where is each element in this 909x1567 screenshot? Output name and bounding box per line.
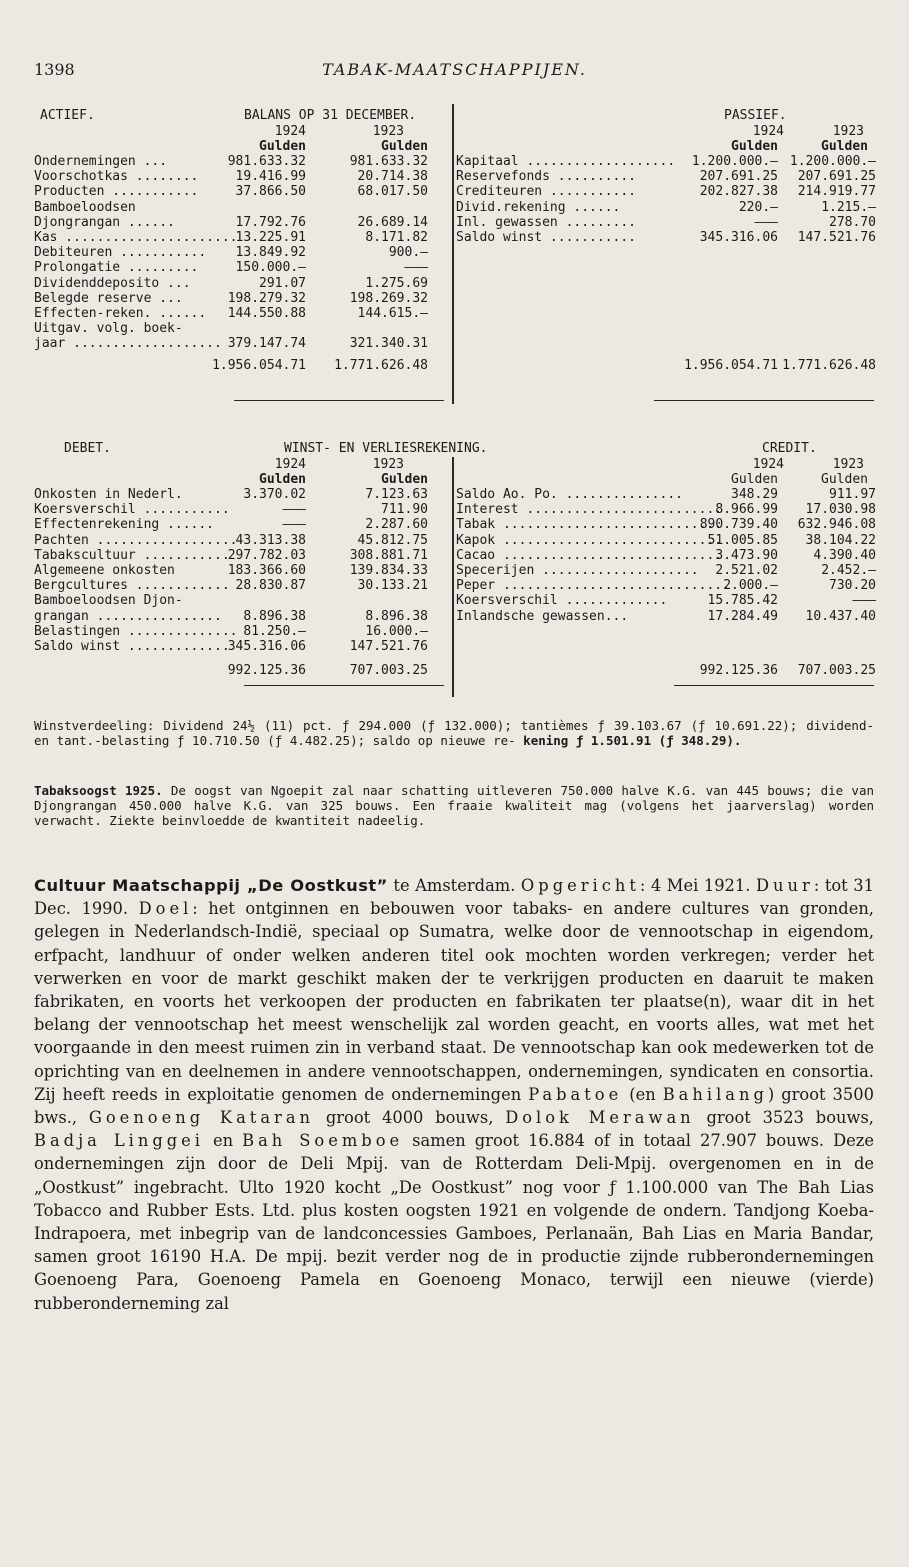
year-1923: 1923 (372, 457, 404, 472)
row-label: Uitgav. volg. boek- (34, 321, 183, 337)
total-passief-1923: 1.771.626.48 (782, 358, 876, 373)
value-1924: ——— (282, 502, 306, 518)
value-1923: 1.215.— (821, 199, 876, 215)
table-row (456, 517, 874, 532)
value-1923: 45.812.75 (357, 532, 428, 548)
value-1923: 278.70 (829, 214, 876, 230)
row-label: Bamboeloodsen (34, 199, 136, 215)
value-1923: 20.714.38 (357, 169, 428, 185)
value-1923: 4.390.40 (813, 547, 876, 563)
table-row (34, 260, 439, 275)
value-1923: 17.030.98 (805, 502, 876, 518)
value-1923: 16.000.— (365, 623, 428, 639)
balance-body (34, 154, 874, 354)
total-actief-1923: 1.771.626.48 (334, 358, 428, 373)
row-label: Effecten-reken. ...... (34, 305, 207, 321)
running-title: TABAK-MAATSCHAPPIJEN. (322, 60, 587, 79)
winstverdeeling-text: Winstverdeeling: Dividend 24½ (11) pct. ƒ 294.000 (ƒ 132.000); tantièmes ƒ 39.103.67 (ƒ 10.691.22); dividend- en tant.-belasting ƒ 10.710.50 (ƒ 4.482.25); saldo op nieuwe re- (34, 718, 874, 748)
total-rule (244, 685, 444, 686)
table-row (456, 200, 874, 215)
value-1924: 8.966.99 (715, 502, 778, 518)
table-row (34, 184, 439, 199)
value-1923: 8.171.82 (365, 229, 428, 245)
table-row (456, 487, 874, 502)
value-1923: 38.104.22 (805, 532, 876, 548)
actief-title: ACTIEF. (40, 108, 95, 123)
table-row (456, 578, 874, 593)
year-1924: 1924 (752, 457, 784, 472)
value-1923: 1.275.69 (365, 275, 428, 291)
value-1923: 147.521.76 (797, 229, 876, 245)
value-1924: 1.200.000.— (691, 154, 778, 169)
pl-unit-header (34, 472, 874, 487)
pl-body (34, 487, 874, 659)
value-1924: 220.— (738, 199, 778, 215)
total-credit-1923: 707.003.25 (797, 663, 876, 678)
value-1923: 1.200.000.— (789, 154, 876, 169)
value-1924: 3.370.02 (243, 487, 306, 502)
company-description (34, 874, 874, 1315)
doel-text: en (213, 1131, 234, 1151)
table-row (456, 154, 874, 169)
company-location: te Amsterdam. (393, 876, 516, 895)
actief-column (34, 154, 439, 351)
pl-titles (34, 441, 874, 457)
profit-loss-account (34, 441, 874, 679)
page-header (34, 60, 875, 84)
value-1924: 890.739.40 (699, 517, 778, 533)
tabaksoogst-paragraph (34, 783, 874, 828)
value-1923: 911.97 (829, 487, 876, 502)
estate-name: Bahilang (662, 1084, 768, 1104)
pl-year-header (34, 457, 874, 472)
table-row (456, 169, 874, 184)
row-label: Kapok ............................ (456, 532, 723, 548)
value-1923: 7.123.63 (365, 487, 428, 502)
row-label: Koersverschil ............. (456, 593, 668, 609)
value-1924: 17.792.76 (235, 214, 306, 230)
row-label: Algemeene onkosten (34, 562, 175, 578)
doel-text: : het ontginnen en bebouwen voor tabaks- en andere cultures van gronden, gelegen in Nederlandsch-Indië, speciaal op Sumatra, welke door de vennootschap in eigendom, erfpacht, landhuur of onder welken anderen titel ook mochten worden verkregen; verder het verwerken en voor de markt geschikt maken der te verkrijgen producten en daaruit te maken fabrikaten, en voorts het verkoopen der producten en fabrikaten ter plaatse(n), waar dit in het belang der vennootschap het meest wenschelijk zal worden geacht, en voorts alles, wat met het voorgaande in den meest ruimen zin in verband staat. De vennootschap kan ook medewerken tot de oprichting van en deelnemen in andere vennootschappen, ondernemingen, syndicaten en consortia. Zij heeft reeds in exploitatie genomen de ondernemingen (34, 899, 874, 1104)
opgericht-value: : 4 Mei 1921. (639, 876, 751, 895)
row-label: Dividenddeposito ... (34, 275, 191, 291)
table-row (34, 230, 439, 245)
value-1924: 51.005.85 (707, 532, 778, 548)
value-1924: ——— (282, 517, 306, 533)
value-1924: ——— (754, 214, 778, 230)
row-label: Effectenrekening ...... (34, 517, 215, 533)
total-passief-1924: 1.956.054.71 (684, 358, 778, 373)
tabaksoogst-text: De oogst van Ngoepit zal naar schatting uitleveren 750.000 halve K.G. van 445 bouws; die van Djongrangan 450.000 halve K.G. van 325 bouws. Een fraaie kwaliteit mag (volgens het jaarverslag) worden verwacht. Ziekte beinvloedde de kwantiteit nadeelig. (34, 783, 875, 828)
doel-text: samen groot 16.884 of in totaal 27.907 bouws. Deze ondernemingen zijn door de Deli Mpij. van de Rotterdam Deli-Mpij. overgenomen en in de „Oostkust” ingebracht. Ulto 1920 kocht „De Oostkust” nog voor ƒ 1.100.000 van The Bah Lias Tobacco and Rubber Ests. Ltd. plus kosten oogsten 1921 en volgende de ondern. Tandjong Koeba-Indrapoera, met inbegrip van de landconcessies Gamboes, Perlanaän, Bah Lias en Maria Bandar, samen groot 16190 H.A. De mpij. bezit verder nog de in productie zijnde rubberondernemingen Goenoeng Para, Goenoeng Pamela en Goenoeng Monaco, terwijl een nieuwe (vierde) rubberonderneming zal (34, 1131, 874, 1313)
value-1924: 13.225.91 (235, 229, 306, 245)
value-1923: 147.521.76 (349, 638, 428, 654)
row-label: Kas ...................... (34, 229, 238, 245)
value-1924: 13.849.92 (235, 245, 306, 261)
pl-title: WINST- EN VERLIESREKENING. (284, 441, 488, 456)
value-1924: 28.830.87 (235, 578, 306, 594)
estate-name: Bah Soemboe (242, 1131, 404, 1151)
value-1924: 150.000.— (235, 260, 306, 276)
row-label: Ondernemingen ... (34, 154, 168, 169)
value-1924: 37.866.50 (235, 184, 306, 200)
doel-text: groot 4000 bouws, (325, 1108, 494, 1128)
row-label: Tabakscultuur ........... (34, 547, 230, 563)
value-1923: 2.287.60 (365, 517, 428, 533)
row-label: Debiteuren ........... (34, 245, 207, 261)
row-label: Interest ......................... (456, 502, 723, 518)
table-row (34, 487, 439, 502)
doel-label: Doel (138, 899, 193, 919)
value-1923: 8.896.38 (365, 608, 428, 624)
unit-label: Gulden (731, 472, 778, 487)
unit-label: Gulden (731, 139, 778, 154)
estate-name: Dolok Merawan (505, 1108, 695, 1128)
row-label: Belegde reserve ... (34, 290, 183, 306)
value-1923: 26.689.14 (357, 214, 428, 230)
unit-label: Gulden (259, 139, 306, 154)
value-1924: 3.473.90 (715, 547, 778, 563)
value-1924: 43.313.38 (235, 532, 306, 548)
table-row (34, 502, 439, 517)
table-row (34, 578, 439, 593)
row-label: Inlandsche gewassen... (456, 608, 629, 624)
company-name: Cultuur Maatschappij „De Oostkust” (34, 876, 388, 895)
value-1923: 981.633.32 (349, 154, 428, 169)
table-row (34, 517, 439, 532)
value-1923: 900.— (388, 245, 428, 261)
doel-text: (en (629, 1084, 656, 1104)
value-1924: 981.633.32 (227, 154, 306, 169)
value-1923: 632.946.08 (797, 517, 876, 533)
row-label: Bamboeloodsen Djon- (34, 593, 183, 609)
table-row (34, 215, 439, 230)
value-1924: 348.29 (731, 487, 778, 502)
value-1924: 144.550.88 (227, 305, 306, 321)
value-1923: 139.834.33 (349, 562, 428, 578)
doel-text: groot 3523 bouws, (706, 1108, 874, 1128)
row-label: Saldo winst ........... (456, 229, 637, 245)
year-1924: 1924 (752, 124, 784, 139)
value-1924: 81.250.— (243, 623, 306, 639)
debet-title: DEBET. (64, 441, 111, 456)
row-label: Producten ........... (34, 184, 199, 200)
balance-year-header (34, 124, 874, 139)
table-row (34, 200, 439, 215)
table-row (34, 336, 439, 351)
value-1924: 183.366.60 (227, 562, 306, 578)
row-label: Saldo Ao. Po. ............... (456, 487, 683, 502)
unit-label: Gulden (381, 139, 428, 154)
value-1924: 345.316.06 (699, 229, 778, 245)
unit-label: Gulden (821, 139, 868, 154)
row-label: Crediteuren ........... (456, 184, 637, 200)
unit-label: Gulden (821, 472, 868, 487)
row-label: Djongrangan ...... (34, 214, 175, 230)
balance-titles (34, 108, 874, 124)
value-1923: 10.437.40 (805, 608, 876, 624)
row-label: Peper ............................. (456, 578, 730, 594)
year-1924: 1924 (274, 457, 306, 472)
table-row (34, 593, 439, 608)
year-1923: 1923 (832, 457, 864, 472)
value-1923: 30.133.21 (357, 578, 428, 594)
table-row (456, 230, 874, 245)
value-1924: 379.147.74 (227, 336, 306, 352)
pl-totals (34, 659, 874, 679)
value-1924: 19.416.99 (235, 169, 306, 185)
winstverdeeling-paragraph (34, 718, 874, 748)
value-1923: ——— (404, 260, 428, 276)
row-label: Inl. gewassen ......... (456, 214, 637, 230)
total-rule (234, 400, 444, 401)
table-row (34, 624, 439, 639)
estate-name: Goenoeng Kataran (88, 1108, 315, 1128)
value-1923: 308.881.71 (349, 547, 428, 563)
table-row (34, 563, 439, 578)
row-label: Cacao ............................ (456, 547, 723, 563)
estate-name: Badja Linggei (34, 1131, 205, 1151)
credit-column (456, 487, 874, 624)
value-1924: 291.07 (259, 275, 306, 291)
winstverdeeling-end: kening ƒ 1.501.91 (ƒ 348.29). (523, 733, 742, 748)
table-row (456, 502, 874, 517)
passief-title: PASSIEF. (724, 108, 787, 123)
row-label: Prolongatie ......... (34, 260, 199, 276)
passief-column (456, 154, 874, 245)
value-1924: 207.691.25 (699, 169, 778, 185)
balance-totals (34, 354, 874, 374)
year-1923: 1923 (832, 124, 864, 139)
value-1923: 214.919.77 (797, 184, 876, 200)
year-1923: 1923 (372, 124, 404, 139)
year-1924: 1924 (274, 124, 306, 139)
table-row (456, 609, 874, 624)
value-1924: 345.316.06 (227, 638, 306, 654)
table-row (34, 548, 439, 563)
opgericht-label: Opgericht (520, 876, 640, 895)
table-row (34, 154, 439, 169)
credit-title: CREDIT. (762, 441, 817, 456)
row-label: Voorschotkas ........ (34, 169, 199, 185)
table-row (34, 291, 439, 306)
total-rule (674, 685, 874, 686)
table-row (34, 276, 439, 291)
duur-value: : tot 31 Dec. 1990. (34, 876, 874, 919)
table-row (34, 609, 439, 624)
table-row (456, 533, 874, 548)
value-1923: 68.017.50 (357, 184, 428, 200)
table-row (456, 548, 874, 563)
balance-sheet (34, 108, 874, 374)
page-number: 1398 (34, 60, 75, 79)
debet-column (34, 487, 439, 654)
value-1924: 202.827.38 (699, 184, 778, 200)
tabaksoogst-heading: Tabaksoogst 1925. (34, 783, 163, 798)
value-1923: 730.20 (829, 578, 876, 594)
value-1924: 17.284.49 (707, 608, 778, 624)
value-1923: 144.615.— (357, 305, 428, 321)
value-1923: 321.340.31 (349, 336, 428, 352)
row-label: Onkosten in Nederl. (34, 487, 183, 502)
row-label: Koersverschil ........... (34, 502, 230, 518)
row-label: Specerijen .................... (456, 562, 699, 578)
value-1924: 8.896.38 (243, 608, 306, 624)
total-credit-1924: 992.125.36 (699, 663, 778, 678)
value-1923: 2.452.— (821, 562, 876, 578)
value-1924: 2.000.— (723, 578, 778, 594)
value-1924: 198.279.32 (227, 290, 306, 306)
table-row (456, 563, 874, 578)
row-label: Tabak ............................ (456, 517, 723, 533)
row-label: Saldo winst ............. (34, 638, 230, 654)
value-1924: 297.782.03 (227, 547, 306, 563)
estate-name: Pabatoe (528, 1084, 623, 1104)
total-rule (654, 400, 874, 401)
unit-label: Gulden (381, 472, 428, 487)
table-row (34, 306, 439, 321)
balance-unit-header (34, 139, 874, 154)
balance-title: BALANS OP 31 DECEMBER. (244, 108, 417, 123)
value-1923: 207.691.25 (797, 169, 876, 185)
row-label: Bergcultures ............ (34, 578, 230, 594)
row-label: Pachten .................. (34, 532, 238, 548)
total-actief-1924: 1.956.054.71 (212, 358, 306, 373)
table-row (456, 215, 874, 230)
value-1924: 2.521.02 (715, 562, 778, 578)
value-1923: ——— (852, 593, 876, 609)
row-label: jaar ................... (34, 336, 222, 352)
table-row (34, 321, 439, 336)
table-row (456, 593, 874, 608)
total-debet-1924: 992.125.36 (227, 663, 306, 678)
value-1923: 198.269.32 (349, 290, 428, 306)
total-debet-1923: 707.003.25 (349, 663, 428, 678)
value-1923: 711.90 (381, 502, 428, 518)
table-row (34, 245, 439, 260)
table-row (456, 184, 874, 199)
table-row (34, 533, 439, 548)
row-label: Reservefonds .......... (456, 169, 637, 185)
table-row (34, 639, 439, 654)
doel-text: ) groot 3500 bws., (34, 1084, 874, 1128)
duur-label: Duur (755, 876, 814, 895)
row-label: grangan ................ (34, 608, 222, 624)
value-1924: 15.785.42 (707, 593, 778, 609)
row-label: Belastingen .............. (34, 623, 238, 639)
unit-label: Gulden (259, 472, 306, 487)
row-label: Divid.rekening ...... (456, 199, 621, 215)
table-row (34, 169, 439, 184)
row-label: Kapitaal ................... (456, 154, 676, 169)
